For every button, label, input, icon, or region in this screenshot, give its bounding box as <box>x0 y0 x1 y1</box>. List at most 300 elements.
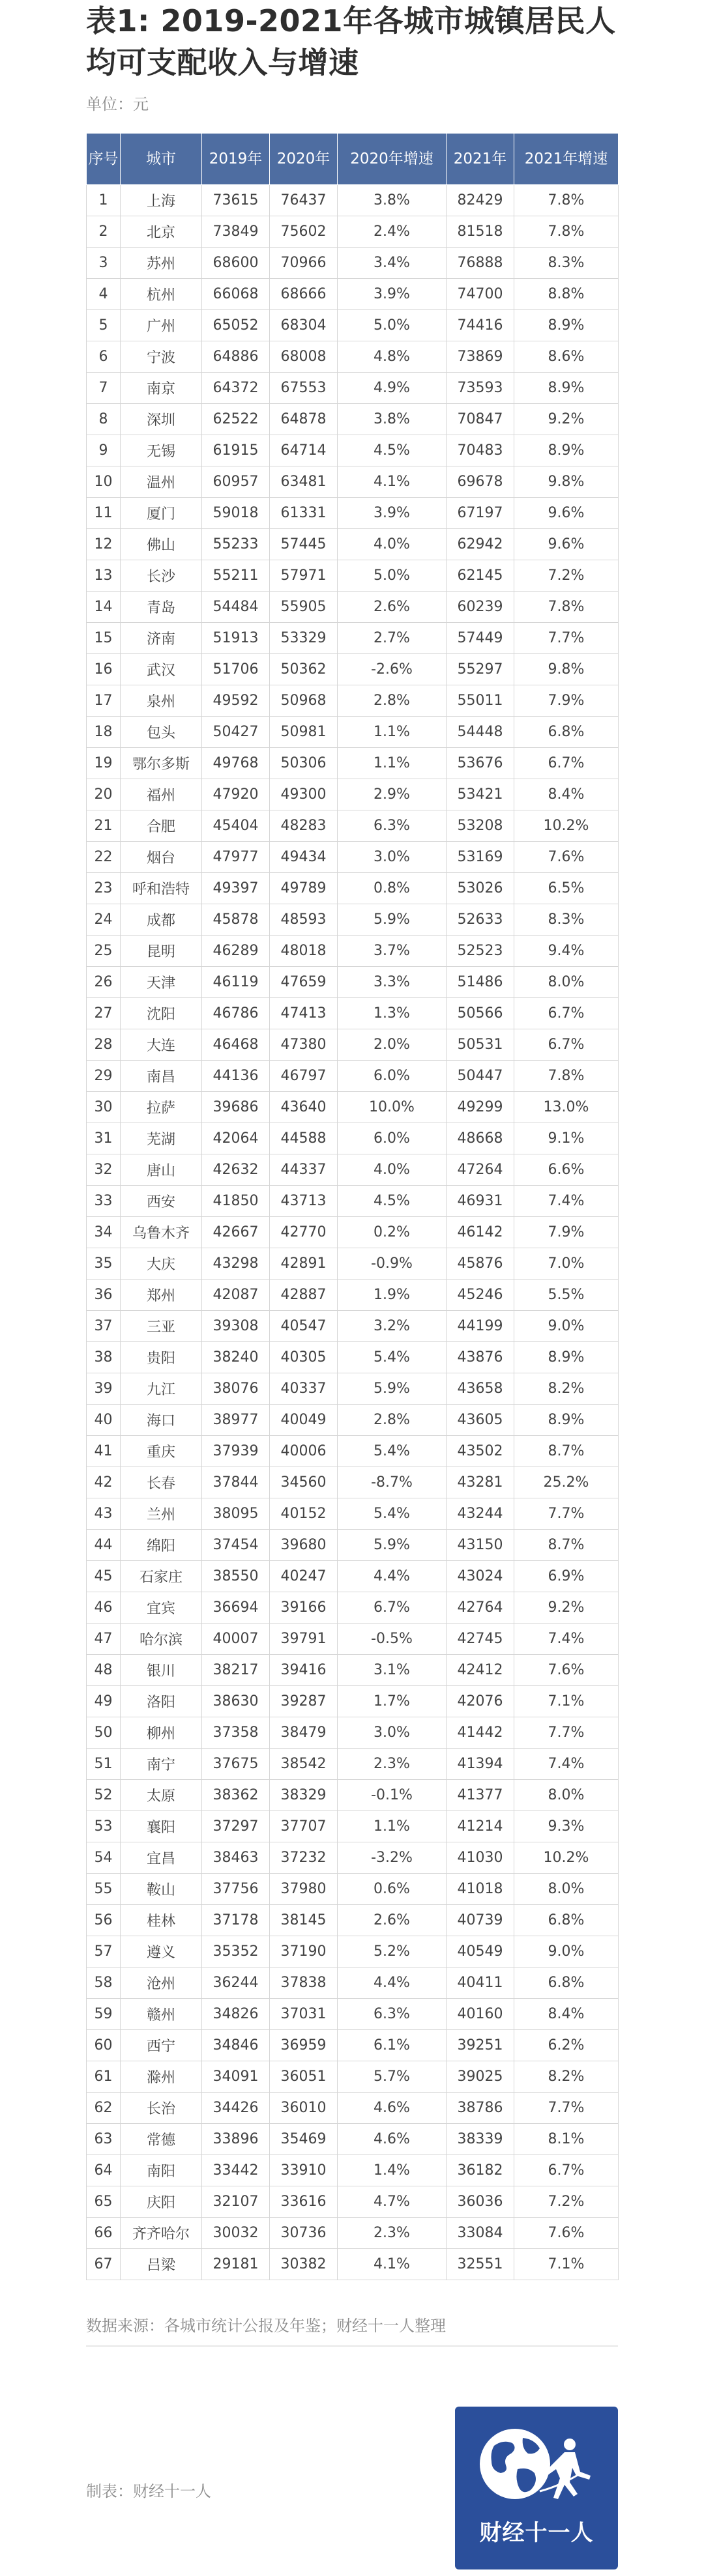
cell-2019: 33896 <box>202 2124 270 2155</box>
table-row <box>87 1936 619 1968</box>
cell-rank: 7 <box>87 373 121 404</box>
cell-2020-growth: 2.6% <box>338 1905 447 1936</box>
cell-2019: 44136 <box>202 1061 270 1092</box>
cell-2020-growth: 6.0% <box>338 1123 447 1154</box>
table-row <box>87 1749 619 1780</box>
cell-2020: 57445 <box>270 529 338 560</box>
cell-rank: 31 <box>87 1123 121 1154</box>
cell-rank: 56 <box>87 1905 121 1936</box>
table-row <box>87 1154 619 1186</box>
cell-2020-growth: 4.7% <box>338 2186 447 2218</box>
cell-2019: 38362 <box>202 1780 270 1811</box>
table-row <box>87 2093 619 2124</box>
table-row <box>87 1061 619 1092</box>
cell-2019: 60957 <box>202 466 270 498</box>
cell-2021-growth: 6.8% <box>514 717 619 748</box>
cell-2021: 50447 <box>447 1061 514 1092</box>
cell-2021-growth: 25.2% <box>514 1467 619 1498</box>
cell-2020: 50362 <box>270 654 338 685</box>
cell-rank: 63 <box>87 2124 121 2155</box>
cell-rank: 13 <box>87 560 121 592</box>
cell-2021: 46931 <box>447 1186 514 1217</box>
cell-2021: 43605 <box>447 1405 514 1436</box>
cell-2021: 53676 <box>447 748 514 779</box>
cell-2020: 42887 <box>270 1280 338 1311</box>
cell-2019: 40007 <box>202 1624 270 1655</box>
cell-2019: 46289 <box>202 936 270 967</box>
cell-2021-growth: 8.3% <box>514 904 619 936</box>
cell-2020: 49434 <box>270 842 338 873</box>
cell-2021-growth: 9.1% <box>514 1123 619 1154</box>
cell-2021: 69678 <box>447 466 514 498</box>
cell-2020-growth: 5.4% <box>338 1498 447 1530</box>
cell-2020-growth: 6.1% <box>338 2030 447 2061</box>
cell-city: 兰州 <box>121 1498 202 1530</box>
cell-rank: 25 <box>87 936 121 967</box>
table-row <box>87 2186 619 2218</box>
cell-city: 西宁 <box>121 2030 202 2061</box>
cell-2019: 42667 <box>202 1217 270 1248</box>
cell-2021-growth: 9.8% <box>514 654 619 685</box>
cell-rank: 64 <box>87 2155 121 2186</box>
cell-2020: 49300 <box>270 779 338 810</box>
cell-2019: 49768 <box>202 748 270 779</box>
table-row <box>87 1655 619 1686</box>
cell-2020: 42770 <box>270 1217 338 1248</box>
cell-2019: 29181 <box>202 2249 270 2280</box>
cell-2020: 39680 <box>270 1530 338 1561</box>
table-row <box>87 2218 619 2249</box>
cell-2020: 40305 <box>270 1342 338 1373</box>
cell-2021-growth: 6.7% <box>514 998 619 1029</box>
cell-2020: 33910 <box>270 2155 338 2186</box>
cell-2021-growth: 8.1% <box>514 2124 619 2155</box>
cell-2020: 57971 <box>270 560 338 592</box>
cell-2020: 43713 <box>270 1186 338 1217</box>
table-row <box>87 248 619 279</box>
cell-city: 合肥 <box>121 810 202 842</box>
table-row <box>87 1968 619 1999</box>
cell-2019: 32107 <box>202 2186 270 2218</box>
cell-2021-growth: 9.6% <box>514 529 619 560</box>
cell-2021: 41214 <box>447 1811 514 1842</box>
cell-rank: 55 <box>87 1874 121 1905</box>
cell-2020: 40006 <box>270 1436 338 1467</box>
cell-2020-growth: 3.3% <box>338 967 447 998</box>
table-row <box>87 529 619 560</box>
cell-rank: 23 <box>87 873 121 904</box>
unit-label: 单位：元 <box>86 95 149 113</box>
cell-rank: 9 <box>87 435 121 466</box>
cell-2021: 70483 <box>447 435 514 466</box>
table-header-row <box>87 134 619 185</box>
cell-rank: 34 <box>87 1217 121 1248</box>
cell-2019: 38240 <box>202 1342 270 1373</box>
table-row <box>87 1342 619 1373</box>
cell-rank: 43 <box>87 1498 121 1530</box>
cell-2021: 54448 <box>447 717 514 748</box>
table-row <box>87 1029 619 1061</box>
cell-2020: 38479 <box>270 1717 338 1749</box>
cell-2021-growth: 7.9% <box>514 685 619 717</box>
table-body <box>87 185 619 2280</box>
cell-2020: 70966 <box>270 248 338 279</box>
cell-city: 九江 <box>121 1373 202 1405</box>
cell-rank: 4 <box>87 279 121 310</box>
cell-2020-growth: 0.8% <box>338 873 447 904</box>
cell-rank: 57 <box>87 1936 121 1968</box>
cell-rank: 52 <box>87 1780 121 1811</box>
table-row <box>87 1686 619 1717</box>
table-row <box>87 2155 619 2186</box>
cell-2021: 82429 <box>447 185 514 216</box>
cell-2020-growth: 2.7% <box>338 623 447 654</box>
cell-2020: 63481 <box>270 466 338 498</box>
cell-2019: 45404 <box>202 810 270 842</box>
cell-2020-growth: 3.8% <box>338 185 447 216</box>
cell-2021: 41377 <box>447 1780 514 1811</box>
cell-2021: 33084 <box>447 2218 514 2249</box>
cell-2021-growth: 8.8% <box>514 279 619 310</box>
cell-rank: 2 <box>87 216 121 248</box>
cell-2020: 36010 <box>270 2093 338 2124</box>
cell-city: 杭州 <box>121 279 202 310</box>
cell-2020: 39166 <box>270 1592 338 1624</box>
cell-rank: 51 <box>87 1749 121 1780</box>
header-rank: 序号 <box>87 134 121 185</box>
cell-2021: 43876 <box>447 1342 514 1373</box>
cell-2020-growth: 4.1% <box>338 2249 447 2280</box>
cell-2020: 48283 <box>270 810 338 842</box>
cell-2020: 37980 <box>270 1874 338 1905</box>
cell-city: 三亚 <box>121 1311 202 1342</box>
cell-2021-growth: 8.2% <box>514 2061 619 2093</box>
cell-2020: 44588 <box>270 1123 338 1154</box>
cell-2020-growth: 5.9% <box>338 1373 447 1405</box>
cell-rank: 17 <box>87 685 121 717</box>
cell-2021-growth: 7.6% <box>514 1655 619 1686</box>
cell-city: 大连 <box>121 1029 202 1061</box>
cell-2021-growth: 7.8% <box>514 592 619 623</box>
cell-2020-growth: 2.8% <box>338 685 447 717</box>
table-row <box>87 1123 619 1154</box>
table-row <box>87 310 619 341</box>
cell-2021: 46142 <box>447 1217 514 1248</box>
cell-rank: 22 <box>87 842 121 873</box>
cell-rank: 24 <box>87 904 121 936</box>
table-row <box>87 1467 619 1498</box>
table-row <box>87 1373 619 1405</box>
cell-2021: 36182 <box>447 2155 514 2186</box>
cell-2021: 43658 <box>447 1373 514 1405</box>
cell-2021-growth: 7.6% <box>514 2218 619 2249</box>
cell-city: 柳州 <box>121 1717 202 1749</box>
cell-2020-growth: 2.9% <box>338 779 447 810</box>
cell-2020-growth: 4.4% <box>338 1561 447 1592</box>
cell-rank: 30 <box>87 1092 121 1123</box>
cell-rank: 65 <box>87 2186 121 2218</box>
cell-2021-growth: 10.2% <box>514 1842 619 1874</box>
cell-2020: 36959 <box>270 2030 338 2061</box>
cell-2019: 38977 <box>202 1405 270 1436</box>
cell-2020-growth: 3.4% <box>338 248 447 279</box>
cell-2021-growth: 8.3% <box>514 248 619 279</box>
cell-2019: 64886 <box>202 341 270 373</box>
cell-2020-growth: 4.0% <box>338 1154 447 1186</box>
cell-2021-growth: 8.4% <box>514 1999 619 2030</box>
cell-2021-growth: 7.0% <box>514 1248 619 1280</box>
cell-2020-growth: 4.6% <box>338 2093 447 2124</box>
table-row <box>87 1592 619 1624</box>
cell-rank: 33 <box>87 1186 121 1217</box>
header-2021-growth: 2021年增速 <box>514 134 619 185</box>
cell-2021-growth: 6.5% <box>514 873 619 904</box>
cell-2020: 37838 <box>270 1968 338 1999</box>
cell-2021: 40411 <box>447 1968 514 1999</box>
cell-2021-growth: 6.8% <box>514 1968 619 1999</box>
cell-2020-growth: 6.3% <box>338 1999 447 2030</box>
cell-2020-growth: -0.5% <box>338 1624 447 1655</box>
cell-rank: 50 <box>87 1717 121 1749</box>
cell-2020-growth: 2.3% <box>338 1749 447 1780</box>
cell-rank: 18 <box>87 717 121 748</box>
cell-2020: 50968 <box>270 685 338 717</box>
cell-2021: 62145 <box>447 560 514 592</box>
cell-2020-growth: 2.8% <box>338 1405 447 1436</box>
cell-2021: 51486 <box>447 967 514 998</box>
page-title: 表1: 2019-2021年各城市城镇居民人均可支配收入与增速 <box>86 3 616 80</box>
cell-city: 芜湖 <box>121 1123 202 1154</box>
table-row <box>87 1186 619 1217</box>
cell-city: 鞍山 <box>121 1874 202 1905</box>
cell-2020-growth: 6.3% <box>338 810 447 842</box>
cell-2021: 70847 <box>447 404 514 435</box>
cell-2021-growth: 7.7% <box>514 1498 619 1530</box>
table-row <box>87 1874 619 1905</box>
header-2021: 2021年 <box>447 134 514 185</box>
cell-rank: 20 <box>87 779 121 810</box>
cell-city: 武汉 <box>121 654 202 685</box>
cell-2020: 76437 <box>270 185 338 216</box>
cell-city: 郑州 <box>121 1280 202 1311</box>
cell-2020: 38145 <box>270 1905 338 1936</box>
cell-city: 哈尔滨 <box>121 1624 202 1655</box>
cell-2021-growth: 5.5% <box>514 1280 619 1311</box>
cell-city: 重庆 <box>121 1436 202 1467</box>
cell-2021: 76888 <box>447 248 514 279</box>
cell-2020-growth: 1.9% <box>338 1280 447 1311</box>
cell-2021-growth: 13.0% <box>514 1092 619 1123</box>
cell-rank: 27 <box>87 998 121 1029</box>
cell-2020-growth: 6.0% <box>338 1061 447 1092</box>
cell-2019: 55211 <box>202 560 270 592</box>
cell-2021: 48668 <box>447 1123 514 1154</box>
cell-2021: 42076 <box>447 1686 514 1717</box>
cell-2020-growth: -0.1% <box>338 1780 447 1811</box>
cell-2021: 50566 <box>447 998 514 1029</box>
table-row <box>87 498 619 529</box>
cell-2020-growth: 3.8% <box>338 404 447 435</box>
cell-rank: 38 <box>87 1342 121 1373</box>
cell-2020: 64878 <box>270 404 338 435</box>
cell-rank: 28 <box>87 1029 121 1061</box>
cell-2019: 59018 <box>202 498 270 529</box>
cell-2019: 43298 <box>202 1248 270 1280</box>
cell-2020: 37232 <box>270 1842 338 1874</box>
table-row <box>87 2124 619 2155</box>
cell-2019: 30032 <box>202 2218 270 2249</box>
cell-2020: 33616 <box>270 2186 338 2218</box>
cell-2020-growth: 0.6% <box>338 1874 447 1905</box>
cell-2021: 53026 <box>447 873 514 904</box>
cell-city: 桂林 <box>121 1905 202 1936</box>
table-row <box>87 1811 619 1842</box>
cell-city: 遵义 <box>121 1936 202 1968</box>
cell-2019: 39686 <box>202 1092 270 1123</box>
cell-2021: 42764 <box>447 1592 514 1624</box>
cell-2021-growth: 9.6% <box>514 498 619 529</box>
data-source-note: 数据来源：各城市统计公报及年鉴；财经十一人整理 <box>86 2317 446 2335</box>
cell-2021: 43024 <box>447 1561 514 1592</box>
cell-2020-growth: 5.7% <box>338 2061 447 2093</box>
cell-2020: 47413 <box>270 998 338 1029</box>
cell-2019: 42064 <box>202 1123 270 1154</box>
cell-2020: 34560 <box>270 1467 338 1498</box>
cell-city: 佛山 <box>121 529 202 560</box>
table-row <box>87 779 619 810</box>
cell-2019: 45878 <box>202 904 270 936</box>
cell-city: 成都 <box>121 904 202 936</box>
cell-rank: 6 <box>87 341 121 373</box>
cell-2020: 68008 <box>270 341 338 373</box>
cell-2021-growth: 6.2% <box>514 2030 619 2061</box>
cell-2019: 42632 <box>202 1154 270 1186</box>
cell-2020: 75602 <box>270 216 338 248</box>
table-row <box>87 1530 619 1561</box>
cell-2020: 46797 <box>270 1061 338 1092</box>
cell-2020: 48593 <box>270 904 338 936</box>
cell-2021-growth: 7.1% <box>514 2249 619 2280</box>
table-row <box>87 654 619 685</box>
cell-2021: 44199 <box>447 1311 514 1342</box>
cell-2020-growth: 4.8% <box>338 341 447 373</box>
cell-rank: 21 <box>87 810 121 842</box>
cell-2019: 64372 <box>202 373 270 404</box>
cell-2020: 37031 <box>270 1999 338 2030</box>
cell-2020: 40247 <box>270 1561 338 1592</box>
cell-2021: 52523 <box>447 936 514 967</box>
cell-2021-growth: 7.9% <box>514 1217 619 1248</box>
cell-city: 呼和浩特 <box>121 873 202 904</box>
cell-rank: 10 <box>87 466 121 498</box>
cell-2021-growth: 7.1% <box>514 1686 619 1717</box>
cell-2021: 41018 <box>447 1874 514 1905</box>
cell-2020: 48018 <box>270 936 338 967</box>
cell-2020: 39416 <box>270 1655 338 1686</box>
table-row <box>87 216 619 248</box>
cell-2019: 55233 <box>202 529 270 560</box>
cell-rank: 11 <box>87 498 121 529</box>
cell-2020-growth: 3.0% <box>338 1717 447 1749</box>
cell-city: 无锡 <box>121 435 202 466</box>
cell-2019: 42087 <box>202 1280 270 1311</box>
cell-2021: 52633 <box>447 904 514 936</box>
cell-2020: 43640 <box>270 1092 338 1123</box>
cell-2021-growth: 9.0% <box>514 1936 619 1968</box>
table-row <box>87 466 619 498</box>
cell-2020: 37707 <box>270 1811 338 1842</box>
cell-rank: 15 <box>87 623 121 654</box>
cell-city: 宜昌 <box>121 1842 202 1874</box>
cell-city: 南昌 <box>121 1061 202 1092</box>
cell-city: 大庆 <box>121 1248 202 1280</box>
cell-city: 广州 <box>121 310 202 341</box>
cell-city: 庆阳 <box>121 2186 202 2218</box>
cell-2019: 50427 <box>202 717 270 748</box>
cell-2020: 42891 <box>270 1248 338 1280</box>
cell-2020-growth: 3.0% <box>338 842 447 873</box>
table-row <box>87 1717 619 1749</box>
cell-2021-growth: 6.7% <box>514 2155 619 2186</box>
cell-2021: 43244 <box>447 1498 514 1530</box>
cell-2020: 50306 <box>270 748 338 779</box>
cell-2019: 38463 <box>202 1842 270 1874</box>
cell-2020: 47380 <box>270 1029 338 1061</box>
table-row <box>87 1311 619 1342</box>
cell-2020-growth: 1.3% <box>338 998 447 1029</box>
cell-2020-growth: 2.3% <box>338 2218 447 2249</box>
cell-2019: 34091 <box>202 2061 270 2093</box>
cell-city: 深圳 <box>121 404 202 435</box>
cell-rank: 36 <box>87 1280 121 1311</box>
cell-2020-growth: 3.2% <box>338 1311 447 1342</box>
brand-logo <box>455 2407 618 2569</box>
cell-2019: 47920 <box>202 779 270 810</box>
cell-rank: 59 <box>87 1999 121 2030</box>
cell-2019: 66068 <box>202 279 270 310</box>
cell-2020: 40152 <box>270 1498 338 1530</box>
cell-2021: 42745 <box>447 1624 514 1655</box>
cell-2021: 38786 <box>447 2093 514 2124</box>
table-row <box>87 1498 619 1530</box>
cell-2021-growth: 8.9% <box>514 1405 619 1436</box>
cell-2021-growth: 6.9% <box>514 1561 619 1592</box>
cell-2019: 49397 <box>202 873 270 904</box>
cell-rank: 26 <box>87 967 121 998</box>
cell-2019: 37358 <box>202 1717 270 1749</box>
cell-2020: 50981 <box>270 717 338 748</box>
cell-2019: 37756 <box>202 1874 270 1905</box>
cell-2021-growth: 9.3% <box>514 1811 619 1842</box>
cell-2021-growth: 7.4% <box>514 1624 619 1655</box>
cell-2020: 55905 <box>270 592 338 623</box>
cell-2020-growth: 5.0% <box>338 310 447 341</box>
table-row <box>87 1280 619 1311</box>
cell-city: 绵阳 <box>121 1530 202 1561</box>
cell-2019: 51913 <box>202 623 270 654</box>
table-row <box>87 1624 619 1655</box>
cell-2021: 45246 <box>447 1280 514 1311</box>
cell-city: 昆明 <box>121 936 202 967</box>
cell-rank: 19 <box>87 748 121 779</box>
cell-city: 长沙 <box>121 560 202 592</box>
cell-2021: 62942 <box>447 529 514 560</box>
cell-2021: 57449 <box>447 623 514 654</box>
cell-2019: 46786 <box>202 998 270 1029</box>
cell-city: 南京 <box>121 373 202 404</box>
credit-note: 制表：财经十一人 <box>86 2482 211 2500</box>
cell-2021-growth: 7.4% <box>514 1749 619 1780</box>
